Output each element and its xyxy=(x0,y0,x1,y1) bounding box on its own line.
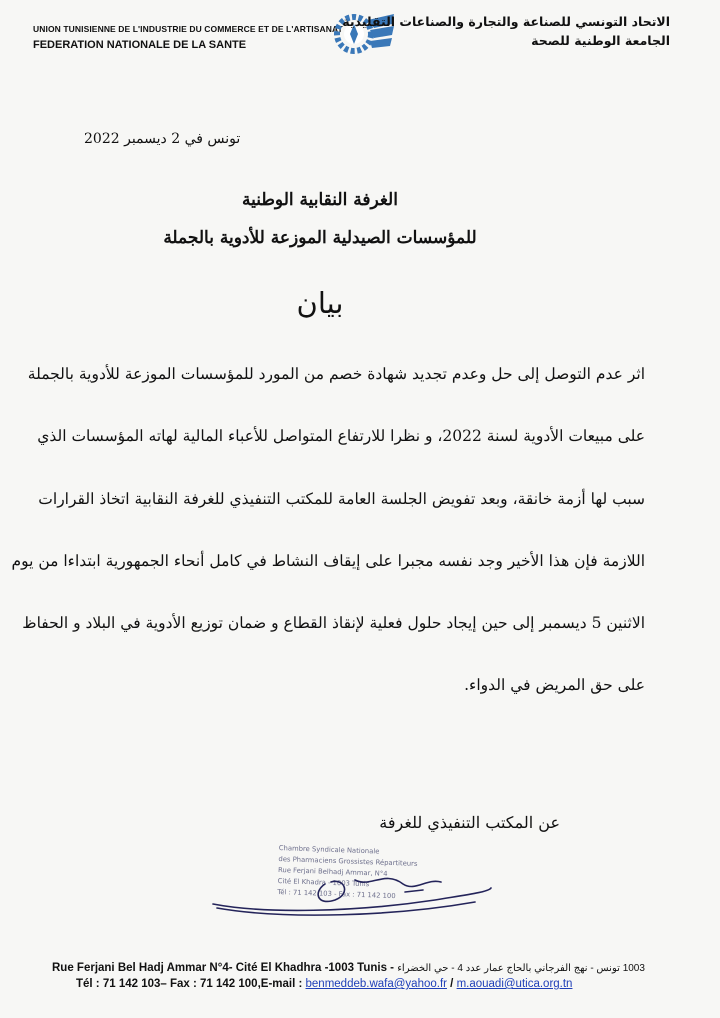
union-name-fr: UNION TUNISIENNE DE L'INDUSTRIE DU COMMERCE ET DE L'ARTISANAT xyxy=(33,24,343,34)
footer-address-fr: Rue Ferjani Bel Hadj Ammar N°4- Cité El Khadhra -1003 Tunis - xyxy=(52,962,395,974)
footer-contact xyxy=(76,978,572,990)
body-line-1: اثر عدم التوصل إلى حل وعدم تجديد شهادة خصم من المورد للمؤسسات الموزعة للأدوية بالجملة xyxy=(27,365,645,383)
footer-address-ar: 1003 تونس - نهج الفرجاني بالحاج عمار عدد 4 - حي الخضراء xyxy=(397,963,645,974)
handwritten-signature xyxy=(205,862,495,922)
statement-heading: بيان xyxy=(296,286,344,320)
email-separator: / xyxy=(446,978,457,990)
body-line-4: اللازمة فإن هذا الأخير وجد نفسه مجبرا على إيقاف النشاط في كامل أنحاء الجمهورية ابتداءا من يوم xyxy=(11,552,645,570)
chamber-title-line2: للمؤسسات الصيدلية الموزعة للأدوية بالجملة xyxy=(163,228,477,248)
footer-phone-fax: Tél : 71 142 103– Fax : 71 142 100,E-mail : xyxy=(76,978,303,990)
stamp-line: des Pharmaciens Grossistes Répartiteurs xyxy=(278,855,418,868)
header-right xyxy=(342,14,670,48)
email-link-2[interactable]: m.aouadi@utica.org.tn xyxy=(456,978,573,990)
letter-date: تونس في 2 ديسمبر 2022 xyxy=(84,131,241,147)
union-name-ar: الاتحاد التونسي للصناعة والتجارة والصناعات التقليدية xyxy=(342,14,670,29)
federation-name-fr: FEDERATION NATIONALE DE LA SANTE xyxy=(33,39,247,51)
stamp-line: Chambre Syndicale Nationale xyxy=(278,844,380,856)
footer-address xyxy=(52,962,645,974)
body-line-2: على مبيعات الأدوية لسنة 2022، و نظرا للارتفاع المتواصل للأعباء المالية لهاته المؤسسات الذي xyxy=(37,427,645,445)
signature-label: عن المكتب التنفيذي للغرفة xyxy=(379,813,560,832)
body-line-6: على حق المريض في الدواء. xyxy=(464,676,645,694)
chamber-title-line1: الغرفة النقابية الوطنية xyxy=(242,190,398,210)
body-line-5: الاثنين 5 ديسمبر إلى حين إيجاد حلول فعلية لإنقاذ القطاع و ضمان توزيع الأدوية في البلاد و الحفاظ xyxy=(22,614,645,632)
stamp-line: Cité El Khadra - 1003 Tunis xyxy=(277,877,370,889)
header-left xyxy=(33,24,343,51)
federation-name-ar: الجامعة الوطنية للصحة xyxy=(531,33,670,48)
stamp-line: Rue Ferjani Belhadj Ammar, N°4 xyxy=(277,866,388,878)
body-line-3: سبب لها أزمة خانقة، وبعد تفويض الجلسة العامة للمكتب التنفيذي للغرفة النقابية اتخاذ القرارات xyxy=(38,490,645,508)
email-link-1[interactable]: benmeddeb.wafa@yahoo.fr xyxy=(305,978,447,990)
stamp-line: Tél : 71 142 103 - Fax : 71 142 100 xyxy=(277,888,396,901)
